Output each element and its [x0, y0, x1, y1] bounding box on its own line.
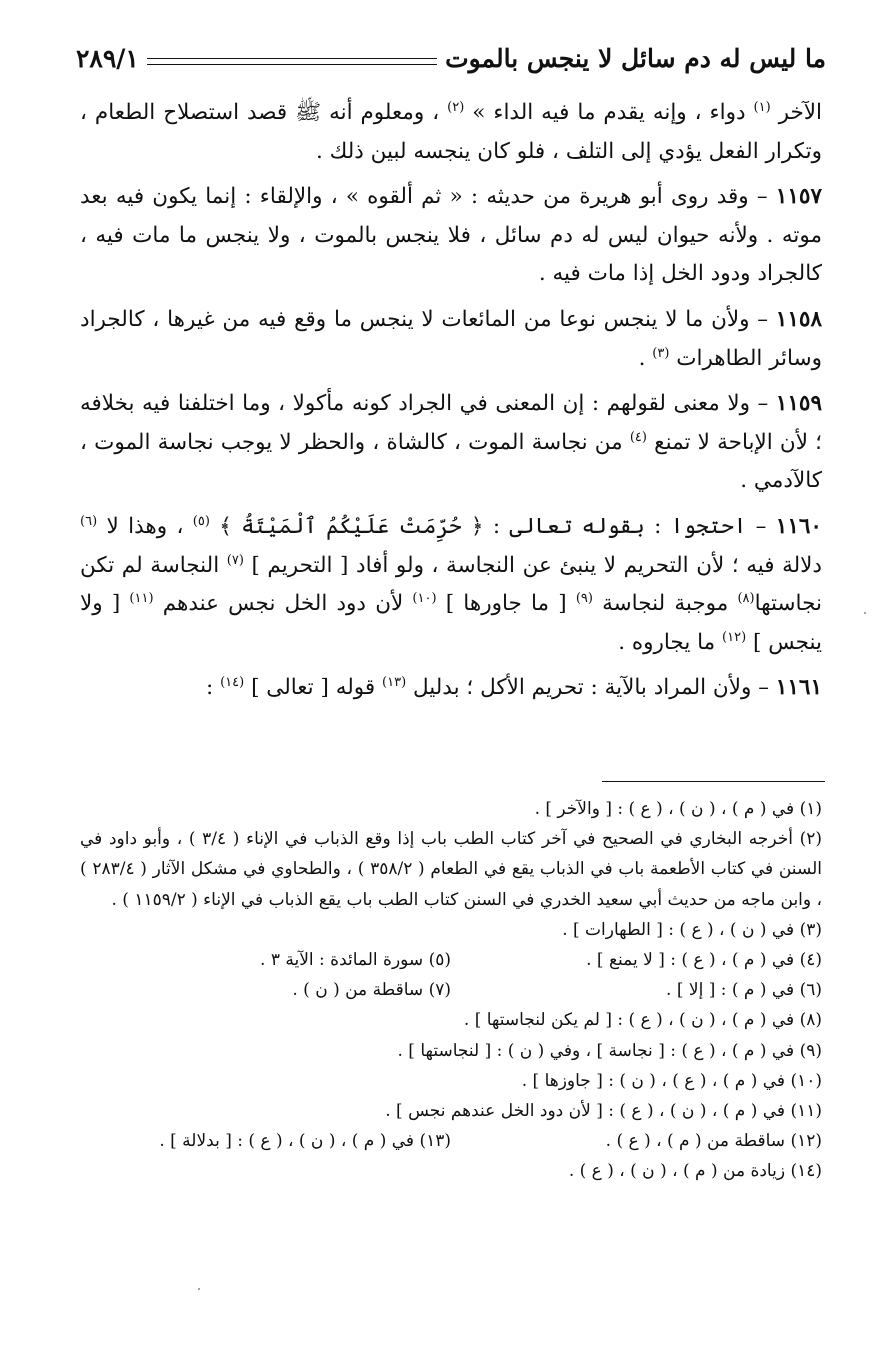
- footnote-14: (١٤) زيادة من ( م ) ، ( ن ) ، ( ع ) .: [568, 1161, 822, 1182]
- footnote-ref: (٥): [192, 513, 210, 529]
- footnote-ref: (١٣): [382, 675, 407, 691]
- footnote-9: (٩) في ( م ) ، ( ع ) : [ نجاسة ] ، وفي ( ن ) : [ لنجاستها ] .: [397, 1040, 822, 1061]
- paragraph-number: ١١٥٩: [775, 391, 822, 417]
- main-text: [80, 94, 822, 715]
- paragraph-1159: ١١٥٩ – ولا معنى لقولهم : إن المعنى في الجراد كونه مأكولا ، وما اختلفنا فيه بخلافه ؛ لأن الإباحة لا تمنع $^{(٤)}$ من نجاسة الموت ، كالشاة ، والحظر لا يوجب نجاسة الموت ، كالآدمي .: [80, 391, 822, 494]
- footnotes: [80, 794, 822, 1187]
- footnote-ref: (٣): [652, 345, 670, 361]
- quran-verse: ﴿ حُرِّمَتْ عَلَيْكُمُ ٱلْمَيْتَةُ ﴾: [219, 513, 484, 539]
- footnote-6: (٦) في ( م ) : [ إلا ] .: [666, 980, 822, 1001]
- paragraph-1158: ١١٥٨ – ولأن ما لا ينجس نوعا من المائعات لا ينجس ما وقع فيه من غيرها ، كالجراد وسائر الطاهرات $^{(٣)}$ .: [80, 306, 822, 371]
- footnote-ref: (١١): [129, 590, 154, 606]
- footnote-8: (٨) في ( م ) ، ( ن ) ، ( ع ) : [ لم يكن لنجاستها ] .: [463, 1010, 822, 1031]
- paragraph-intro: الآخر $^{(١)}$ دواء ، وإنه يقدم ما فيه الداء » $^{(٢)}$ ، ومعلوم أنه ﷺ قصد استصلاح الطعام ، وتكرار الفعل يؤدي إلى التلف ، فلو كان ينجسه لبين ذلك .: [80, 99, 822, 164]
- footnote-4: (٤) في ( م ) ، ( ع ) : [ لا يمنع ] .: [586, 950, 822, 971]
- footnote-row: [80, 975, 822, 1005]
- footnote-2: (٢) أخرجه البخاري في الصحيح في آخر كتاب الطب باب إذا وقع الذباب في الإناء ( ٣/٤ ) ، وأبو داود في السنن في كتاب الأطعمة باب في الذباب يقع في الطعام ( ٣٥٨/٢ ) ، والطحاوي في مشكل الآثار ( ٢٨٣/٤ ) ، وابن ماجه من حديث أبي سعيد الخدري في السنن كتاب الطب باب يقع الذباب في الإناء ( ١١٥٩/٢ ) .: [80, 829, 823, 910]
- footnote-ref: (٧): [226, 552, 244, 568]
- print-speck: [198, 1288, 200, 1290]
- running-header: [76, 38, 826, 78]
- footnote-11: (١١) في ( م ) ، ( ن ) ، ( ع ) : [ لأن دود الخل عندهم نجس ] .: [385, 1101, 822, 1122]
- paragraph-number: ١١٦٠: [775, 513, 822, 539]
- footnote-ref: (١٠): [412, 590, 437, 606]
- footnote-13: (١٣) في ( م ) ، ( ن ) ، ( ع ) : [ بدلالة ] .: [159, 1131, 451, 1152]
- footnote-ref: (٢): [447, 99, 465, 115]
- paragraph-1160: ١١٦٠ – احتجوا : بقوله تعالى : ﴿ حُرِّمَتْ عَلَيْكُمُ ٱلْمَيْتَةُ ﴾ $^{(٥)}$ ، وهذا لا $^{(٦)}$ دلالة فيه ؛ لأن التحريم لا ينبئ عن النجاسة ، ولو أفاد [ التحريم ] $^{(٧)}$ النجاسة لم تكن نجاستها$^{(٨)}$ موجبة لنجاسة $^{(٩)}$ [ ما جاورها ] $^{(١٠)}$ لأن دود الخل نجس عندهم $^{(١١)}$ [ ولا ينجس ] $^{(١٢)}$ ما يجاروه .: [80, 513, 823, 655]
- paragraph-number: ١١٦١: [775, 675, 822, 701]
- print-speck: [864, 612, 866, 614]
- footnote-3: (٣) في ( ن ) ، ( ع ) : [ الطهارات ] .: [562, 919, 822, 940]
- footnote-separator: [602, 781, 825, 782]
- footnote-7: (٧) ساقطة من ( ن ) .: [292, 980, 451, 1001]
- footnote-row: [80, 945, 822, 975]
- paragraph-number: ١١٥٧: [775, 184, 822, 210]
- footnote-12: (١٢) ساقطة من ( م ) ، ( ع ) .: [605, 1131, 822, 1152]
- footnote-row: [80, 915, 822, 945]
- paragraph-1161: ١١٦١ – ولأن المراد بالآية : تحريم الأكل ؛ بدليل $^{(١٣)}$ قوله [ تعالى ] $^{(١٤)}$ :: [206, 675, 822, 701]
- chapter-title: ما ليس له دم سائل لا ينجس بالموت: [445, 43, 826, 73]
- footnote-ref: (٦): [80, 513, 98, 529]
- footnote-ref: (١٢): [722, 629, 747, 645]
- footnote-ref: (٩): [575, 590, 593, 606]
- footnote-5: (٥) سورة المائدة : الآية ٣ .: [260, 950, 451, 971]
- footnote-ref: (١٤): [220, 675, 245, 691]
- page-number: ٢٨٩/١: [76, 43, 139, 73]
- footnote-ref: (١): [753, 99, 771, 115]
- paragraph-number: ١١٥٨: [775, 306, 822, 332]
- footnote-1: (١) في ( م ) ، ( ن ) ، ( ع ) : [ والآخر ] .: [534, 799, 822, 819]
- footnote-row: [80, 1126, 822, 1156]
- footnote-ref: (٨): [737, 590, 755, 606]
- header-rule: [147, 58, 437, 65]
- paragraph-1157: ١١٥٧ – وقد روى أبو هريرة من حديثه : « ثم ألقوه » ، والإلقاء : إنما يكون فيه بعد موته . ولأنه حيوان ليس له دم سائل ، فلا ينجس بالموت ، ولا ينجس ما مات فيه ، كالجراد ودود الخل إذا مات فيه .: [80, 184, 822, 287]
- footnote-ref: (٤): [629, 429, 647, 445]
- footnote-10: (١٠) في ( م ) ، ( ع ) ، ( ن ) : [ جاوزها ] .: [521, 1070, 822, 1091]
